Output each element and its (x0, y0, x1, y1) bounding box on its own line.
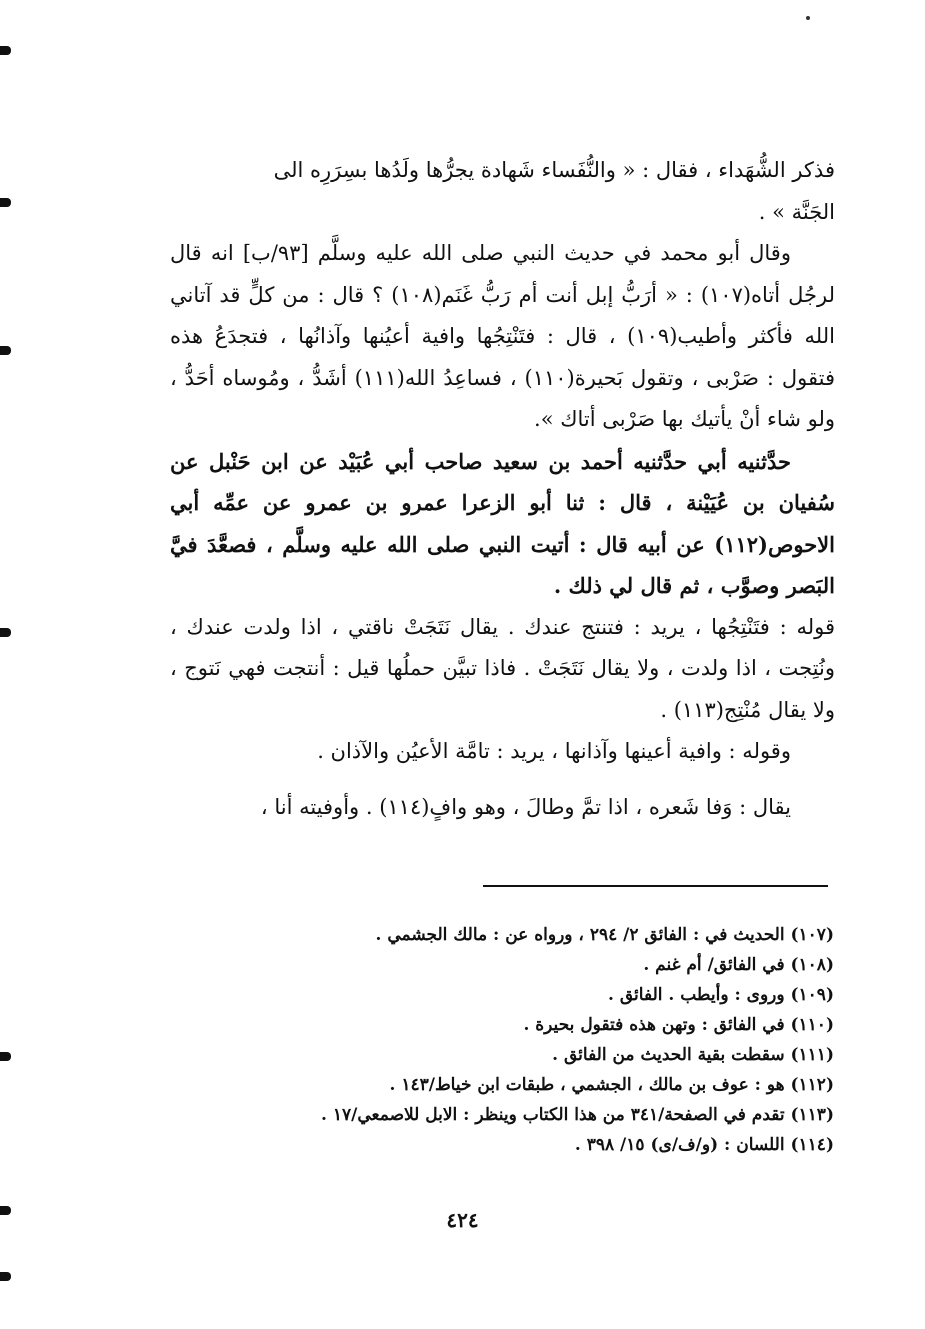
footnote: (١١٢) هو : عوف بن مالك ، الجشمي ، طبقات ابن خياط/١٤٣ . (389, 1075, 834, 1095)
footnote: (١٠٨) في الفائق/ أم غنم . (643, 955, 834, 975)
text-line: قوله : فتَنْتِجُها ، يريد : فتنتج عندك . يقال نَتَجَتْ ناقتي ، اذا (300, 614, 835, 639)
footnote: (١٠٧) الحديث في : الفائق ٢/ ٢٩٤ ، ورواه عن : مالك الجشمي . (375, 925, 834, 945)
binding-mark (0, 1052, 11, 1061)
text-line: ولدت عندك ، ونُتِجت ، اذا ولدت ، ولا يقال نَتَجَتْ . فاذا تبيَّن (170, 614, 835, 680)
text-line: عمِّه أبي الاحوص(١١٢) عن أبيه قال : أتيت النبي صلى الله عليه وسلَّم ، (170, 490, 835, 557)
footnotes (170, 920, 834, 1160)
footnote-divider (483, 885, 828, 887)
footnote: (١١٤) اللسان : (و/ف/ى) ١٥/ ٣٩٨ . (574, 1135, 834, 1155)
paragraph (170, 731, 835, 773)
footnote: (١٠٩) وروى : وأيطب . الفائق . (608, 985, 834, 1005)
footnote: (١١١) سقطت بقية الحديث من الفائق . (552, 1045, 834, 1065)
text-line: وقال أبو محمد في حديث النبي صلى الله عليه وسلَّم [٩٣/ب] انه (210, 241, 791, 265)
footnote: (١١٠) في الفائق : وتهن هذه فتقول بحيرة . (523, 1015, 834, 1035)
paragraph (170, 150, 835, 233)
paragraph (170, 233, 835, 441)
paragraph (170, 787, 835, 829)
paragraph (170, 441, 835, 607)
text-line: حدَّثنيه أبي حدَّثنيه أحمد بن سعيد صاحب أبي عُبَيْد عن ابن (261, 448, 791, 474)
text-line: وقوله : وافية أعينها وآذانها ، يريد : تامَّة الأعيُن والآذان . (317, 739, 791, 763)
binding-mark (0, 628, 11, 637)
footnote: (١١٣) تقدم في الصفحة/٣٤١ من هذا الكتاب وينظر : الابل للاصمعي/١٧ . (321, 1105, 834, 1125)
text-line: قال لرجُل أتاه(١٠٧) : « أرَبُّ إبل أنت أم رَبُّ غَنَم(١٠٨) ؟ قال : (170, 241, 835, 307)
binding-mark (0, 346, 11, 355)
text-line: حملُها قيل : أنتجت فهي نَتوج ، ولا يقال مُنْتِج(١١٣) . (170, 656, 835, 722)
speck (806, 16, 810, 20)
main-text (170, 150, 835, 828)
text-line: وآذانُها ، فتجدَعُ هذه فتقول : صَرْبى ، وتقول بَحيرة(١١٠) ، فساعِدُ (170, 324, 835, 390)
paragraph (170, 607, 835, 732)
text-line: يقال : وَفا شَعره ، اذا تمَّ وطالَ ، وهو وافٍ(١١٤) . وأوفيته أنا ، (260, 794, 791, 819)
binding-mark (0, 46, 11, 55)
text-line: الجَنَّة » . (758, 199, 835, 224)
text-line: الله(١١١) أشَدُّ ، ومُوساه أحَدُّ ، ولو شاء أنْ يأتيك بها صَرْبى أتاك ». (170, 365, 835, 431)
text-line: فصعَّدَ فيَّ البَصر وصوَّب ، ثم قال لي ذلك . (170, 531, 835, 598)
page-number: ٤٢٤ (446, 1208, 479, 1232)
binding-mark (0, 1272, 11, 1281)
text-line: حَنْبل عن سُفيان بن عُيَيْنة ، قال : ثنا أبو الزعرا عمرو بن عمرو عن (170, 448, 835, 515)
binding-mark (0, 198, 11, 207)
text-line: من كلٍّ قد آتاني الله فأكثر وأطيب(١٠٩) ، قال : فتَنْتِجُها وافية أعيُنها (170, 282, 835, 348)
text-line: فذكر الشُّهَداء ، فقال : « والنُّفَساء شَهادة يجرُّها ولَدُها بسِرَرِه الى (273, 158, 835, 182)
